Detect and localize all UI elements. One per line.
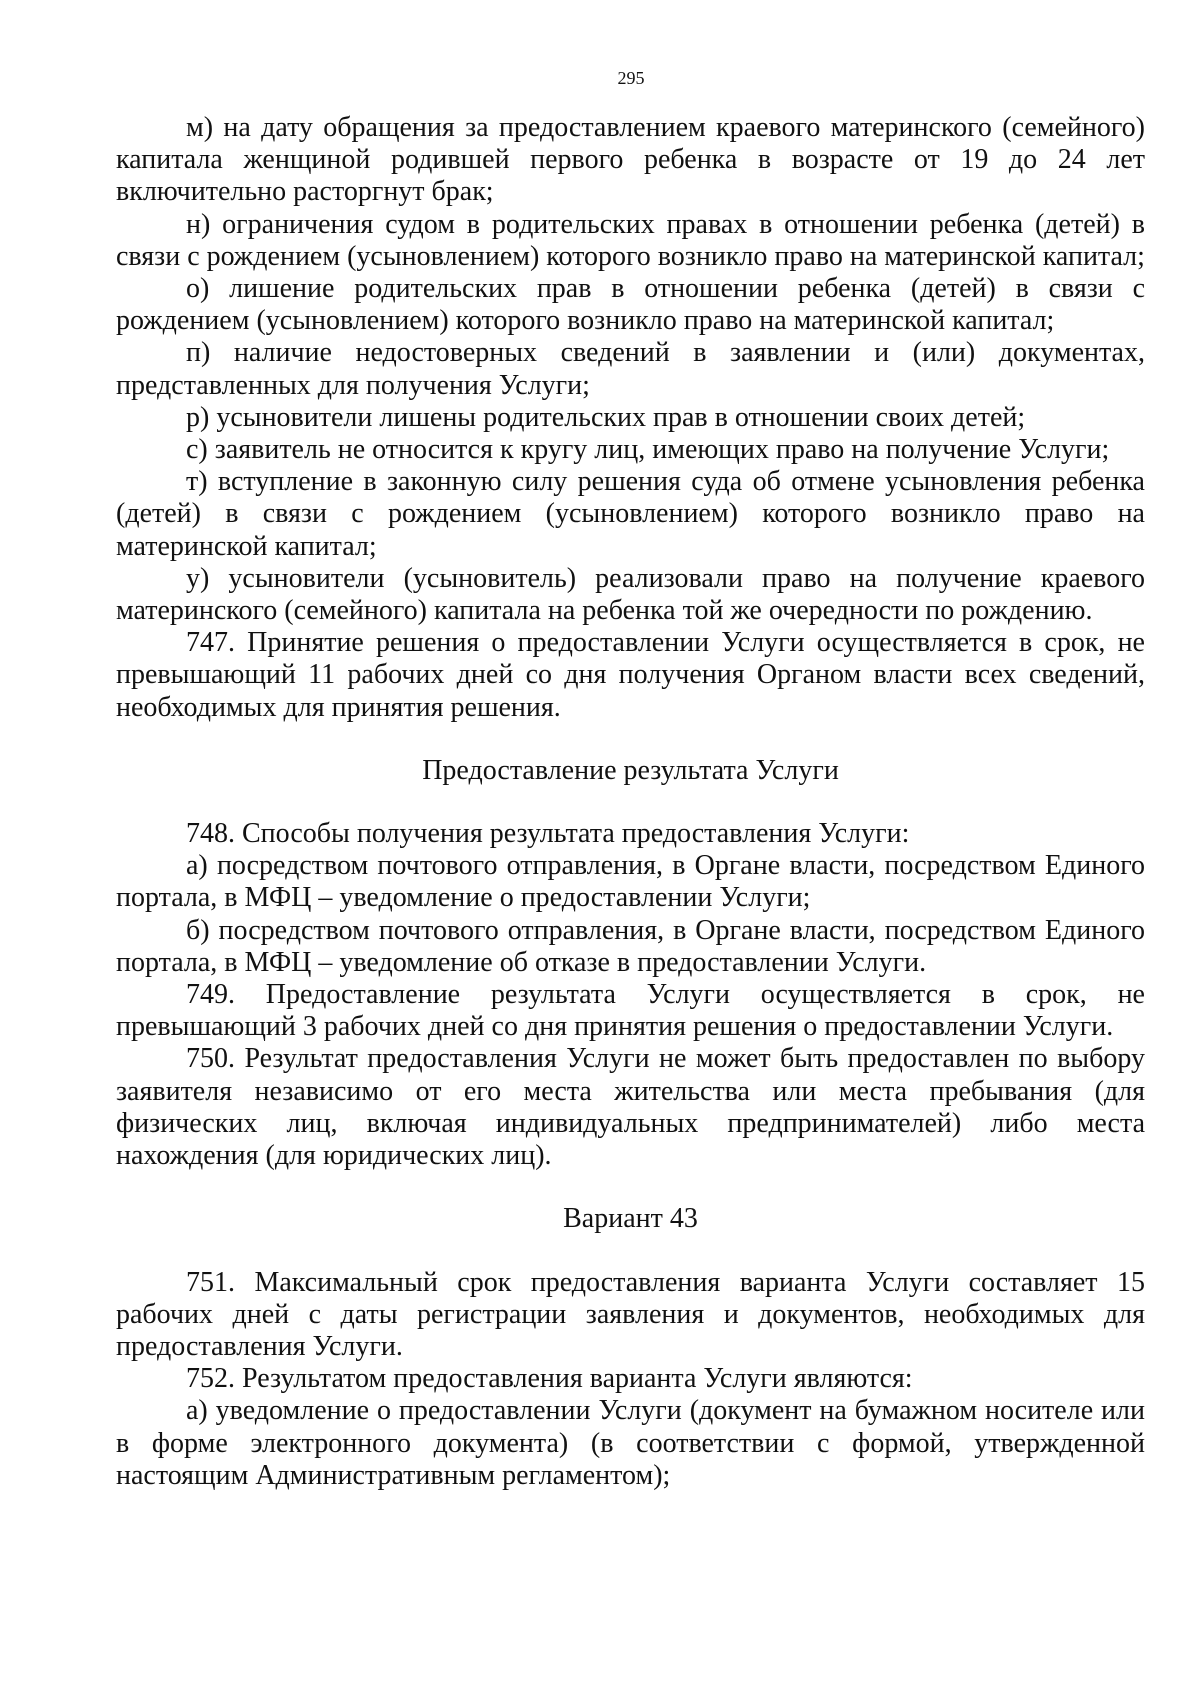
section-heading-variant-43: Вариант 43 bbox=[563, 1203, 698, 1235]
paragraph-752: 752. Результатом предоставления варианта Услуги являются: bbox=[186, 1363, 913, 1395]
page-number: 295 bbox=[617, 68, 645, 88]
paragraph-751: 751. Максимальный срок предоставления варианта Услуги составляет 15 рабочих дней с даты регистрации заявления и документов, необходимых для предоставления Услуги. bbox=[116, 1266, 1145, 1362]
paragraph-item-p: п) наличие недостоверных сведений в заявлении и (или) документах, представленных для получения Услуги; bbox=[116, 337, 1145, 401]
paragraph-750: 750. Результат предоставления Услуги не может быть предоставлен по выбору заявителя независимо от его места жительства или места пребывания (для физических лиц, включая индивидуальных предпринимателей) либо места нахождения (для юридических лиц). bbox=[116, 1043, 1145, 1172]
paragraph-748-b: б) посредством почтового отправления, в Органе власти, посредством Единого портала, в МФЦ – уведомление об отказе в предоставлении Услуги. bbox=[116, 914, 1145, 978]
paragraph-749: 749. Предоставление результата Услуги осуществляется в срок, не превышающий 3 рабочих дней со дня принятия решения о предоставлении Услуги. bbox=[116, 979, 1145, 1043]
paragraph-747: 747. Принятие решения о предоставлении Услуги осуществляется в срок, не превышающий 11 рабочих дней со дня получения Органом власти всех сведений, необходимых для принятия решения. bbox=[116, 627, 1145, 723]
section-heading-result: Предоставление результата Услуги bbox=[422, 754, 839, 786]
document-body bbox=[116, 112, 1145, 1492]
paragraph-748: 748. Способы получения результата предоставления Услуги: bbox=[186, 818, 910, 850]
paragraph-item-m: м) на дату обращения за предоставлением краевого материнского (семейного) капитала женщиной родившей первого ребенка в возрасте от 19 до 24 лет включительно расторгнут брак; bbox=[116, 112, 1145, 208]
paragraph-item-s: с) заявитель не относится к кругу лиц, имеющих право на получение Услуги; bbox=[186, 434, 1110, 466]
paragraph-item-n: н) ограничения судом в родительских правах в отношении ребенка (детей) в связи с рождением (усыновлением) которого возникло право на материнской капитал; bbox=[116, 208, 1145, 272]
paragraph-item-o: о) лишение родительских прав в отношении ребенка (детей) в связи с рождением (усыновлением) которого возникло право на материнской капитал; bbox=[116, 273, 1145, 337]
paragraph-item-r: р) усыновители лишены родительских прав в отношении своих детей; bbox=[186, 401, 1026, 433]
paragraph-item-u: у) усыновители (усыновитель) реализовали право на получение краевого материнского (семейного) капитала на ребенка той же очередности по рождению. bbox=[116, 562, 1145, 627]
paragraph-752-a: а) уведомление о предоставлении Услуги (документ на бумажном носителе или в форме электронного документа) (в соответствии с формой, утвержденной настоящим Административным регламентом); bbox=[116, 1395, 1145, 1491]
paragraph-748-a: а) посредством почтового отправления, в Органе власти, посредством Единого портала, в МФЦ – уведомление о предоставлении Услуги; bbox=[116, 850, 1145, 914]
paragraph-item-t: т) вступление в законную силу решения суда об отмене усыновления ребенка (детей) в связи с рождением (усыновлением) которого возникло право на материнской капитал; bbox=[116, 466, 1145, 562]
